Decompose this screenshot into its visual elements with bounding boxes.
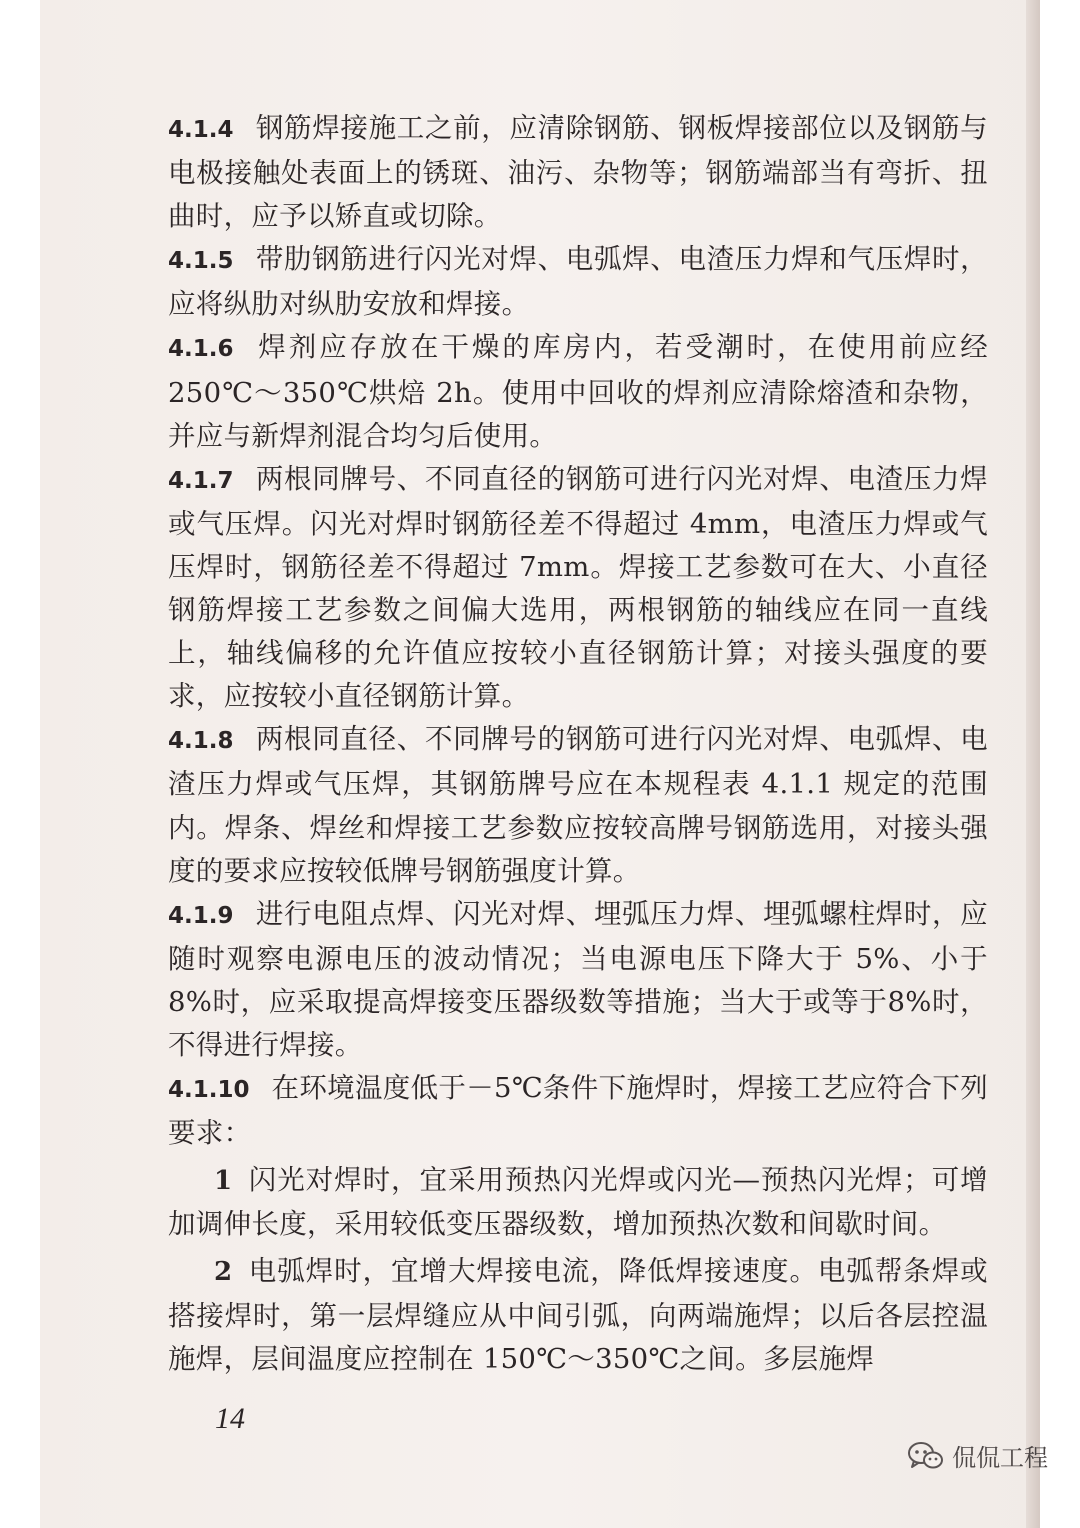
clause-4-1-8 xyxy=(168,718,988,892)
watermark xyxy=(908,1438,1048,1473)
clause-number: 4.1.4 xyxy=(168,117,234,143)
clause-4-1-7 xyxy=(168,458,988,719)
clause-number: 4.1.7 xyxy=(168,467,234,494)
clause-4-1-6 xyxy=(168,326,988,457)
clause-text: 在环境温度低于－5℃条件下施焊时，焊接工艺应符合下列要求： xyxy=(168,1072,988,1150)
page-number: 14 xyxy=(215,1402,245,1435)
list-item-2 xyxy=(168,1250,988,1380)
item-text: 闪光对焊时，宜采用预热闪光焊或闪光—预热闪光焊；可增加调伸长度，采用较低变压器级数，增加预热次数和间歇时间。 xyxy=(168,1164,988,1241)
item-number: 1 xyxy=(214,1166,233,1197)
document-content xyxy=(168,107,988,1381)
clause-number: 4.1.9 xyxy=(168,902,234,929)
watermark-text: 侃侃工程 xyxy=(952,1444,1048,1472)
list-item-1 xyxy=(168,1159,988,1246)
document-page xyxy=(40,0,1040,1528)
clause-4-1-9 xyxy=(168,893,988,1067)
clause-4-1-5 xyxy=(168,238,988,326)
clause-text: 两根同牌号、不同直径的钢筋可进行闪光对焊、电渣压力焊或气压焊。闪光对焊时钢筋径差不得超过 4mm，电渣压力焊或气压焊时，钢筋径差不得超过 7mm。焊接工艺参数可在大、小直径钢筋焊接工艺参数之间偏大选用，两根钢筋的轴线应在同一直线上，轴线偏移的允许值应按较小直径钢筋计算；对接头强度的要求，应按较小直径钢筋计算。 xyxy=(168,462,988,713)
clause-4-1-10 xyxy=(168,1067,988,1155)
clause-number: 4.1.5 xyxy=(168,248,234,275)
clause-text: 带肋钢筋进行闪光对焊、电弧焊、电渣压力焊和气压焊时，应将纵肋对纵肋安放和焊接。 xyxy=(168,243,988,321)
clause-text: 焊剂应存放在干燥的库房内，若受潮时，在使用前应经250℃～350℃烘焙 2h。使用中回收的焊剂应清除熔渣和杂物，并应与新焊剂混合均匀后使用。 xyxy=(168,331,988,452)
clause-number: 4.1.6 xyxy=(168,336,234,363)
clause-text: 钢筋焊接施工之前，应清除钢筋、钢板焊接部位以及钢筋与电极接触处表面上的锈斑、油污、杂物等；钢筋端部当有弯折、扭曲时，应予以矫直或切除。 xyxy=(168,112,988,233)
page-edge xyxy=(1026,0,1040,1528)
clause-text: 两根同直径、不同牌号的钢筋可进行闪光对焊、电弧焊、电渣压力焊或气压焊，其钢筋牌号应在本规程表 4.1.1 规定的范围内。焊条、焊丝和焊接工艺参数应按较高牌号钢筋选用，对接头强度的要求应按较低牌号钢筋强度计算。 xyxy=(168,723,988,887)
clause-number: 4.1.8 xyxy=(168,728,234,755)
item-text: 电弧焊时，宜增大焊接电流，降低焊接速度。电弧帮条焊或搭接焊时，第一层焊缝应从中间引弧，向两端施焊；以后各层控温施焊，层间温度应控制在 150℃～350℃之间。多层施焊 xyxy=(168,1255,988,1375)
clause-number: 4.1.10 xyxy=(168,1077,250,1104)
wechat-icon xyxy=(908,1441,944,1471)
item-number: 2 xyxy=(214,1257,233,1288)
clause-4-1-4 xyxy=(168,107,988,238)
clause-text: 进行电阻点焊、闪光对焊、埋弧压力焊、埋弧螺柱焊时，应随时观察电源电压的波动情况；当电源电压下降大于 5%、小于 8%时，应采取提高焊接变压器级数等措施；当大于或等于8%时，不得进行焊接。 xyxy=(168,897,988,1061)
